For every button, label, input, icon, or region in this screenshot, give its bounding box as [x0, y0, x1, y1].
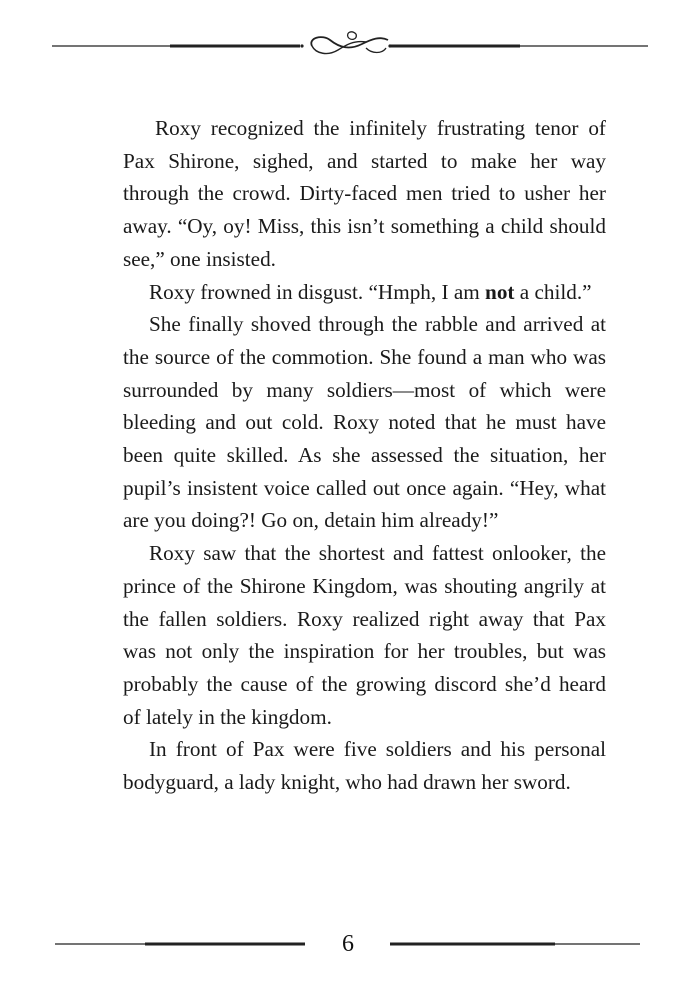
text-run: Roxy frowned in disgust. “Hmph, I am: [149, 279, 486, 304]
text-run: She finally shoved through the rabble and arrived at the source of the commotion. She found a man who was surrounded by many soldiers—most of which were bleeding and out cold. Roxy noted that he must have been quite skilled. As she assessed the situation, her pupil’s insistent voice called out once again. “Hey, what are you doing?! Go on, detain him already!”: [123, 312, 606, 533]
text-run: In front of Pax were five soldiers and his personal bodyguard, a lady knight, who had drawn her sword.: [123, 737, 606, 795]
bold-emphasis: not: [485, 279, 515, 304]
paragraph: [123, 537, 606, 733]
header-ornament: [50, 26, 650, 66]
text-run: a child.”: [514, 279, 592, 304]
paragraph: [123, 112, 606, 276]
paragraph: [123, 276, 606, 309]
text-run: Roxy recognized the infinitely frustrating tenor of Pax Shirone, sighed, and started to make her way through the crowd. Dirty-faced men tried to usher her away. “Oy, oy! Miss, this isn’t something a child should see,” one insisted.: [123, 116, 606, 271]
flourish-ornament-icon: [50, 26, 650, 66]
text-run: Roxy saw that the shortest and fattest onlooker, the prince of the Shirone Kingdom, was shouting angrily at the fallen soldiers. Roxy realized right away that Pax was not only the inspiration for her troubles, but was probably the cause of the growing discord she’d heard of lately in the kingdom.: [123, 541, 606, 729]
paragraph: [123, 308, 606, 537]
page-number: 6: [342, 931, 354, 957]
body-text: [123, 112, 606, 799]
page-footer: [55, 926, 640, 962]
paragraph: [123, 733, 606, 798]
